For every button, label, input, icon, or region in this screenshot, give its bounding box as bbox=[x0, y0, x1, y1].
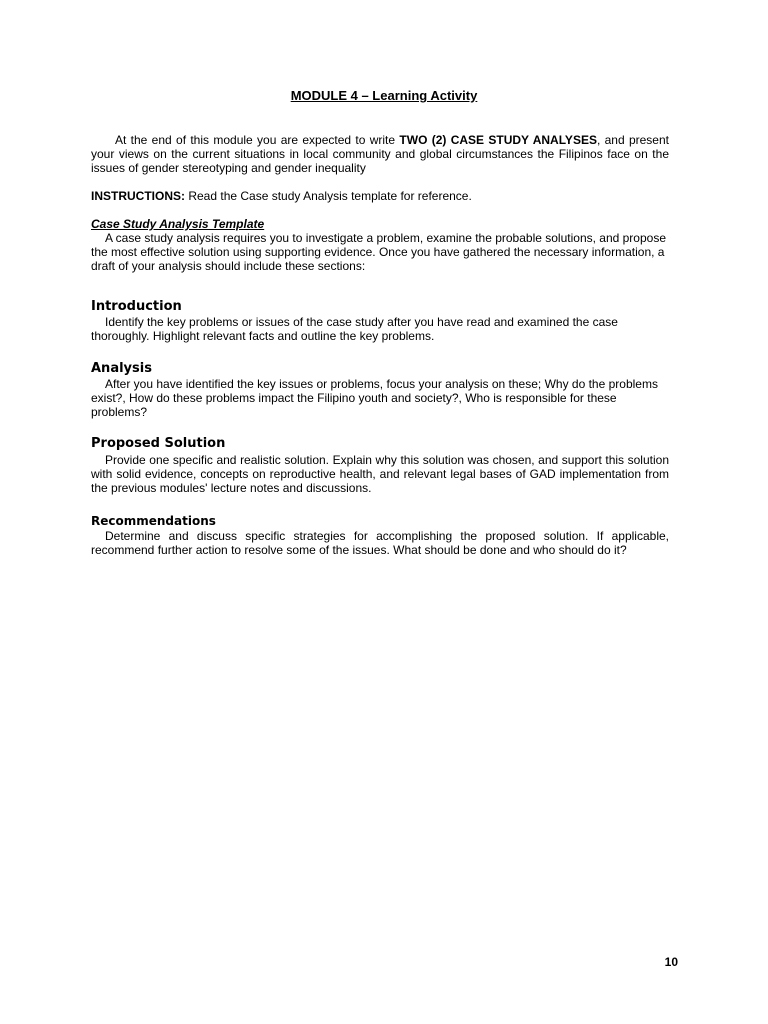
analysis-heading: Analysis bbox=[91, 361, 152, 376]
instructions-label: INSTRUCTIONS: bbox=[91, 189, 185, 203]
proposed-solution-paragraph: Provide one specific and realistic solution. Explain why this solution was chosen, and support this solution with solid evidence, concepts on reproductive health, and relevant legal bases of GAD implementation from the previous modules' lecture notes and discussions. bbox=[91, 453, 669, 495]
recommendations-paragraph: Determine and discuss specific strategies for accomplishing the proposed solution. If applicable, recommend further action to resolve some of the issues. What should be done and who should do it? bbox=[91, 529, 669, 557]
intro-emphasis: TWO (2) CASE STUDY ANALYSES bbox=[399, 133, 597, 147]
instructions-line bbox=[91, 189, 669, 203]
proposed-solution-heading: Proposed Solution bbox=[91, 436, 226, 451]
recommendations-heading: Recommendations bbox=[91, 514, 216, 528]
introduction-heading: Introduction bbox=[91, 299, 182, 314]
page-title: MODULE 4 – Learning Activity bbox=[290, 88, 478, 103]
intro-rest: , and present your views on the current situations in local community and global circumstances the Filipinos face on the issues of gender stereotyping and gender inequality bbox=[91, 133, 669, 175]
template-paragraph: A case study analysis requires you to investigate a problem, examine the probable solutions, and propose the most effective solution using supporting evidence. Once you have gathered the necessary information, a draft of your analysis should include these sections: bbox=[91, 231, 666, 273]
page-number: 10 bbox=[664, 955, 678, 969]
instructions-text: Read the Case study Analysis template for reference. bbox=[185, 189, 472, 203]
intro-paragraph bbox=[91, 133, 669, 175]
analysis-paragraph: After you have identified the key issues or problems, focus your analysis on these; Why do the problems exist?, How do these problems impact the Filipino youth and society?, Who is responsible for these problems? bbox=[91, 377, 658, 419]
introduction-paragraph: Identify the key problems or issues of the case study after you have read and examined the case thoroughly. Highlight relevant facts and outline the key problems. bbox=[91, 315, 618, 343]
template-heading: Case Study Analysis Template bbox=[91, 217, 265, 231]
intro-lead: At the end of this module you are expected to write bbox=[115, 133, 400, 147]
